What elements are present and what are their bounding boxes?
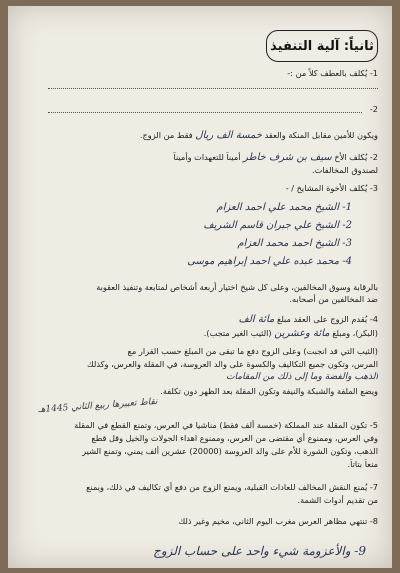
blank-line-1 — [48, 88, 378, 89]
trustee-label: 2- يُكلف الأخ — [334, 152, 378, 162]
dowry-text-2: (البكر)، ومبلغ — [332, 328, 378, 338]
item-1-label: 1- يُكلف بالعطف كلاً من :- — [287, 68, 378, 78]
paragraph-line: 7- يُمنع النقش المخالف للعادات القبلية، ويمنع الزوج من دفع أي تكاليف في ذلك، ويمنع — [86, 482, 378, 492]
dowry-tail: (الثيب الغير متجب). — [203, 328, 272, 338]
sheikh-name-4: 4- محمد عبده علي أحمد إبراهيم موسى — [187, 256, 352, 267]
document-page — [8, 6, 392, 568]
sheikh-name-2: 2- الشيخ علي جبران قاسم الشريف — [203, 220, 352, 231]
paragraph-line: وفي العرس، وممنوع أي مقتضى من العرس، وممنوع اهداء الجولات والخيل وقل قطع — [91, 433, 378, 443]
blank-line-2 — [48, 112, 362, 113]
final-handwritten-line: 9- والأعزومة شيء واحد على حساب الزوج — [153, 544, 366, 558]
paragraph-line: المرس، وتكون جميع التكاليف والكسوة على والد العروسة، في المقلة والعرس، وكذلك — [86, 359, 378, 369]
stamp-handwriting: نقاط تعبيرها ربيع الثاني 1445هـ — [37, 396, 158, 416]
dowry-amount-handwritten: مائة ألف — [238, 314, 275, 325]
paragraph-line: ويضع الملفة والشبكة والنيفة وتكون المقلة بعد الظهر دون تكلفة. — [160, 386, 378, 396]
trustee-line-2: لصندوق المخالفات. — [312, 165, 378, 175]
paragraph-line: 8- تنتهي مظاهر العرس مغرب اليوم الثاني، مخيم وغير ذلك — [178, 516, 378, 526]
paragraph-line: بالرقابة وسوق المخالفين، وعلى كل شيخ اختيار أربعة أشخاص لمتابعة وتنفيذ العقوبة — [96, 282, 378, 292]
sheikh-name-3: 3- الشيخ أحمد محمد العزام — [237, 238, 352, 249]
paragraph-line: من تقديم أدوات الشمة. — [297, 495, 378, 505]
paragraph-line: منعاً بتاتاً. — [347, 459, 378, 469]
dowry-line-2 — [22, 328, 378, 339]
dowry-line — [22, 314, 378, 325]
fee-tail: فقط من الزوج. — [139, 130, 193, 140]
paragraph-line: الذهب، وتكون الشورة للأم على والد العروسة (20000) عشرين ألف يمني، وتمنع الشير — [82, 446, 378, 456]
fee-text: ويكون للأمين مقابل المنكة والعقد — [264, 130, 378, 140]
trustee-line — [22, 152, 378, 163]
section-title-text: ثانياً: آلية التنفيذ — [270, 38, 374, 54]
paragraph-line: (الثيب التي قد انجبت) وعلى الزوج دفع ما تبقى من المبلغ حسب القرار مع — [127, 346, 378, 356]
item-2-label: 2- — [369, 104, 378, 114]
sheikh-name-1: 1- الشيخ محمد علي أحمد العزام — [216, 202, 352, 213]
trustee-name-handwritten: سيف بن شرف خاطر — [243, 152, 332, 163]
dowry-text: 4- يُقدم الزوج على العقد مبلغ — [276, 314, 378, 324]
dowry-amount-2-handwritten: مائة وعشرين — [274, 328, 330, 339]
trustee-tail: أميناً للتعهدات وأميناً — [173, 152, 241, 162]
paragraph-line: 5- تكون المقلة عند المملكة (خمسة ألف فقط) مناشيا في العرس، وتمنع القطع في المقلة — [74, 420, 378, 430]
fee-line — [22, 130, 378, 141]
sheikhs-label: 3- يُكلف الأخوة المشايخ / - — [285, 183, 378, 193]
fee-amount-handwritten: خمسة آلف ريال — [195, 130, 263, 141]
paragraph-line: ضد المخالفين من أصحابه. — [289, 294, 378, 304]
handwritten-note: الذهب والفضة وما إلى ذلك من المقامات — [226, 372, 378, 382]
section-title — [266, 30, 378, 62]
